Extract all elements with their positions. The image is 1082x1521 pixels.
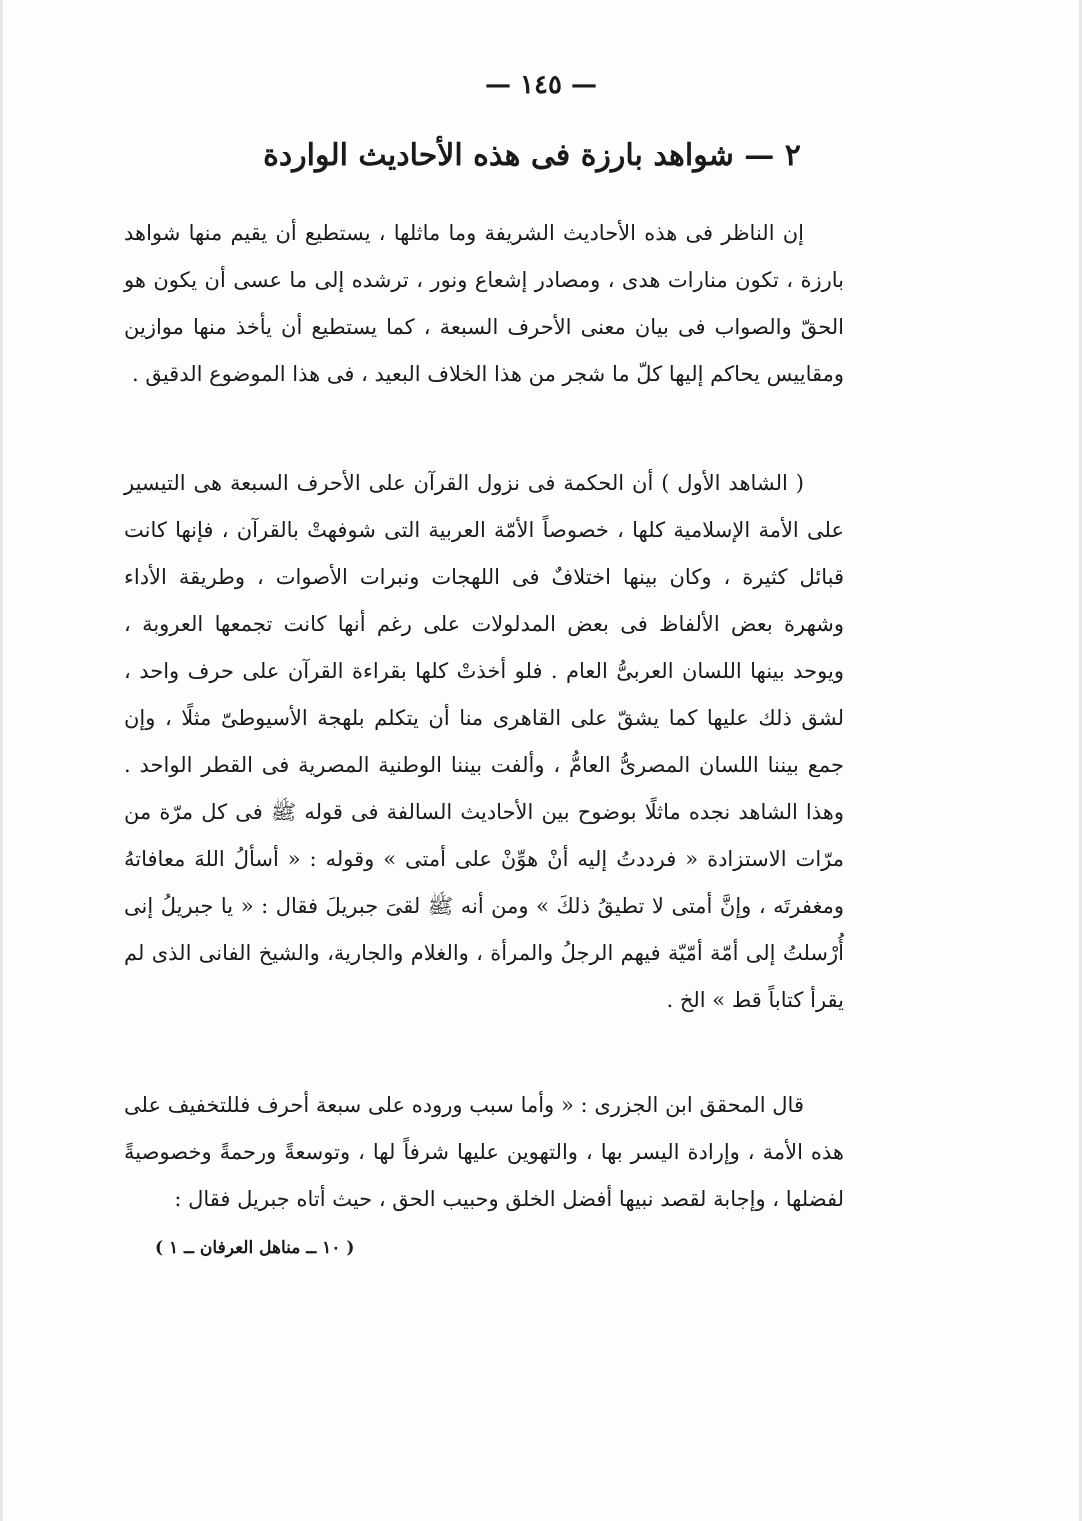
paragraph-3-block: [124, 1082, 844, 1241]
section-heading: ٢ — شواهد بارزة فى هذه الأحاديث الواردة: [263, 138, 801, 173]
paragraph-1-block: [124, 210, 844, 416]
page-number: — ١٤٥ —: [484, 70, 598, 100]
paragraph-2-block: [124, 460, 844, 1042]
page-edge-left: [0, 0, 3, 1521]
footer-signature: ( ١٠ ــ مناهل العرفان ــ ١ ): [155, 1238, 355, 1258]
paragraph-3: قال المحقق ابن الجزرى : « وأما سبب وروده على سبعة أحرف فللتخفيف على هذه الأمة ، وإرادة اليسر بها ، والتهوين عليها شرفاً لها ، وتوسعةً ورحمةً وخصوصيةً لفضلها ، وإجابة لقصد نبيها أفضل الخلق وحبيب الحق ، حيث أتاه جبريل فقال :: [124, 1093, 844, 1211]
paragraph-1: إن الناظر فى هذه الأحاديث الشريفة وما ماثلها ، يستطيع أن يقيم منها شواهد بارزة ، تكون منارات هدى ، ومصادر إشعاع ونور ، ترشده إلى ما عسى أن يكون هو الحقّ والصواب فى بيان معنى الأحرف السبعة ، كما يستطيع أن يأخذ منها موازين ومقاييس يحاكم إليها كلّ ما شجر من هذا الخلاف البعيد ، فى هذا الموضوع الدقيق .: [124, 221, 844, 386]
paragraph-2: ( الشاهد الأول ) أن الحكمة فى نزول القرآن على الأحرف السبعة هى التيسير على الأمة الإسلامية كلها ، خصوصاً الأمّة العربية التى شوفهتْ بالقرآن ، فإنها كانت قبائل كثيرة ، وكان بينها اختلافٌ فى اللهجات ونبرات الأصوات ، وطريقة الأداء وشهرة بعض الألفاظ فى بعض المدلولات على رغم أنها كانت تجمعها العروبة ، ويوحد بينها اللسان العربىُّ العام . فلو أخذتْ كلها بقراءة القرآن على حرف واحد ، لشق ذلك عليها كما يشقّ على القاهرى منا أن يتكلم بلهجة الأسيوطىّ مثلًا ، وإن جمع بيننا اللسان المصرىُّ العامُّ ، وألفت بيننا الوطنية المصرية فى القطر الواحد . وهذا الشاهد نجده ماثلًا بوضوح بين الأحاديث السالفة فى قوله ﷺ فى كل مرّة من مرّات الاستزادة « فرددتُ إليه أنْ هوِّنْ على أمتى » وقوله : « أسألُ اللهَ معافاتهُ ومغفرتَه ، وإنَّ أمتى لا تطيقُ ذلكَ » ومن أنه ﷺ لقىَ جبريلَ فقال : « يا جبريلُ إنى أُرْسلتُ إلى أمّة أمّيّة فيهم الرجلُ والمرأة ، والغلام والجارية، والشيخ الفانى الذى لم يقرأ كتاباً قط » الخ .: [124, 471, 844, 1012]
